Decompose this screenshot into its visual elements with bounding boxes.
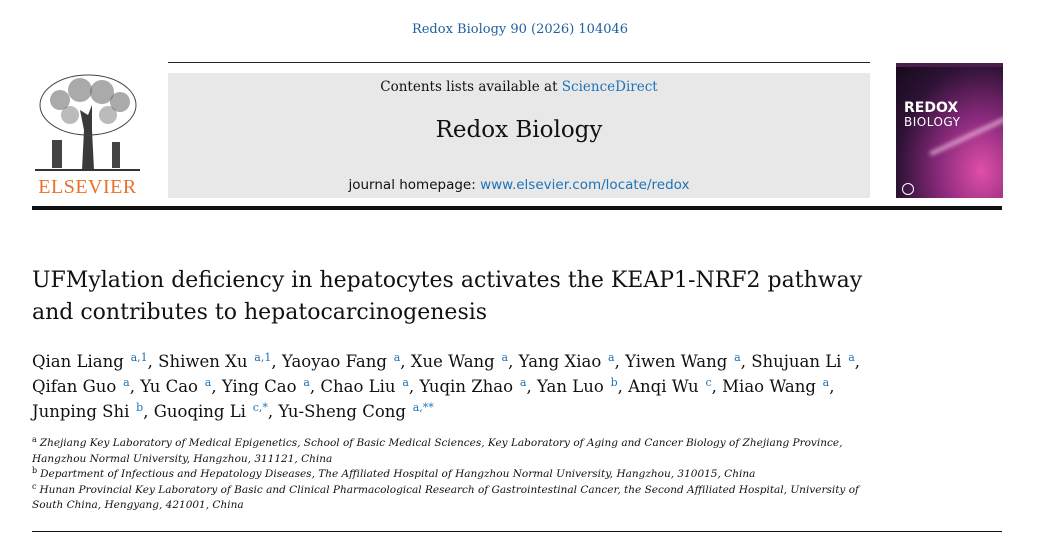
affiliation-item: [32, 483, 882, 514]
author-name[interactable]: [32, 377, 135, 396]
author-name[interactable]: [419, 377, 531, 396]
author-name[interactable]: [320, 377, 414, 396]
author-name[interactable]: [751, 352, 860, 371]
author-name[interactable]: [537, 377, 623, 396]
author-affiliation-marker[interactable]: a: [730, 351, 741, 364]
contents-prefix: Contents lists available at: [380, 79, 562, 95]
cover-publisher-icon: [902, 183, 914, 195]
author-name-text[interactable]: Yuqin Zhao: [419, 377, 514, 396]
journal-homepage-link[interactable]: www.elsevier.com/locate/redox: [480, 177, 690, 193]
journal-cover-image[interactable]: [896, 63, 1003, 198]
author-affiliation-marker[interactable]: a: [604, 351, 615, 364]
author-affiliation-marker[interactable]: a: [390, 351, 401, 364]
author-name-text[interactable]: Yan Luo: [536, 377, 604, 396]
author-affiliation-marker[interactable]: a: [819, 376, 830, 389]
author-affiliation-marker[interactable]: a: [516, 376, 527, 389]
author-name-text[interactable]: Yu-Sheng Cong: [278, 402, 406, 421]
author-separator: ,: [614, 352, 620, 371]
cover-title-line1: REDOX: [904, 100, 959, 116]
author-affiliation-marker[interactable]: a: [119, 376, 130, 389]
affiliation-label: c: [32, 481, 37, 491]
author-name-text[interactable]: Xue Wang: [410, 352, 495, 371]
journal-citation[interactable]: Redox Biology 90 (2026) 104046: [411, 22, 629, 37]
journal-header: [168, 73, 870, 198]
author-name-text[interactable]: Miao Wang: [722, 377, 816, 396]
author-separator: ,: [267, 402, 274, 421]
author-separator: ,: [147, 352, 153, 371]
author-name-text[interactable]: Qian Liang: [32, 352, 124, 371]
author-affiliation-marker[interactable]: a,**: [409, 401, 434, 414]
author-affiliation-marker[interactable]: a,1: [250, 351, 272, 364]
author-name[interactable]: [282, 352, 406, 371]
author-name[interactable]: [625, 352, 746, 371]
author-name-text[interactable]: Yang Xiao: [518, 352, 602, 371]
author-separator: ,: [309, 377, 316, 396]
author-name[interactable]: [411, 352, 514, 371]
author-name-text[interactable]: Guoqing Li: [153, 402, 246, 421]
author-affiliation-marker[interactable]: b: [607, 376, 618, 389]
author-affiliation-marker[interactable]: b: [132, 401, 144, 414]
author-name-text[interactable]: Chao Liu: [320, 377, 396, 396]
author-affiliation-marker[interactable]: a: [201, 376, 212, 389]
author-name[interactable]: [140, 377, 216, 396]
cover-topbar: [896, 63, 1003, 67]
author-name-text[interactable]: Shujuan Li: [751, 352, 842, 371]
author-affiliation-marker[interactable]: a: [844, 351, 855, 364]
author-affiliation-marker[interactable]: a: [398, 376, 409, 389]
author-affiliation-marker[interactable]: c,*: [249, 401, 268, 414]
author-separator: ,: [508, 352, 514, 371]
section-divider: [32, 531, 1002, 532]
affiliation-item: [32, 467, 882, 483]
author-list: [32, 349, 912, 424]
author-separator: ,: [408, 377, 415, 396]
author-name[interactable]: [519, 352, 620, 371]
author-name[interactable]: [278, 402, 433, 421]
article-title: [32, 265, 912, 329]
affiliation-text: Hunan Provincial Key Laboratory of Basic and Clinical Pharmacological Research of Gastrointestinal Cancer, the Second Affiliated Hospital, University of South China, Hengyang, 421001, China: [32, 483, 859, 511]
author-name-text[interactable]: Anqi Wu: [628, 377, 699, 396]
affiliation-text: Zhejiang Key Laboratory of Medical Epigenetics, School of Basic Medical Sciences, Key Laboratory of Aging and Cancer Biology of Zhejiang Province, Hangzhou Normal University, Hangzhou, 311121, China: [32, 437, 843, 465]
author-name[interactable]: [154, 402, 273, 421]
affiliation-text: Department of Infectious and Hepatology Diseases, The Affiliated Hospital of Hangzhou Normal University, Hangzhou, 310015, China: [40, 468, 756, 480]
journal-title[interactable]: Redox Biology: [435, 117, 603, 143]
author-name[interactable]: [158, 352, 276, 371]
article-title-line2: and contributes to hepatocarcinogenesis: [32, 300, 488, 325]
author-affiliation-marker[interactable]: c: [701, 376, 712, 389]
author-separator: ,: [617, 377, 623, 396]
author-name-text[interactable]: Qifan Guo: [32, 377, 117, 396]
author-affiliation-marker[interactable]: a,1: [127, 351, 148, 364]
affiliation-label: a: [32, 435, 37, 444]
author-name[interactable]: [222, 377, 315, 396]
author-separator: ,: [740, 352, 746, 371]
author-name-text[interactable]: Yu Cao: [140, 377, 198, 396]
sciencedirect-link[interactable]: ScienceDirect: [561, 79, 658, 95]
author-separator: ,: [143, 402, 149, 421]
author-name[interactable]: [32, 352, 153, 371]
author-name[interactable]: [32, 402, 148, 421]
cover-title-line2: BIOLOGY: [904, 115, 961, 129]
author-affiliation-marker[interactable]: a: [299, 376, 310, 389]
author-name-text[interactable]: Yiwen Wang: [625, 352, 728, 371]
publisher-name: ELSEVIER: [38, 176, 137, 198]
contents-line: [168, 79, 870, 95]
author-name-text[interactable]: Yaoyao Fang: [281, 352, 387, 371]
author-separator: ,: [211, 377, 217, 396]
author-affiliation-marker[interactable]: a: [498, 351, 509, 364]
homepage-line: [168, 177, 870, 193]
author-name[interactable]: [722, 377, 834, 396]
affiliation-item: [32, 436, 882, 467]
affiliation-label: b: [32, 466, 38, 475]
homepage-prefix: journal homepage:: [348, 177, 481, 193]
author-separator: ,: [829, 377, 835, 396]
author-separator: ,: [271, 352, 277, 371]
article-title-line1: UFMylation deficiency in hepatocytes activates the KEAP1-NRF2 pathway: [32, 268, 863, 293]
author-name-text[interactable]: Ying Cao: [221, 377, 297, 396]
affiliation-list: [32, 436, 882, 514]
author-separator: ,: [854, 352, 861, 371]
author-separator: ,: [711, 377, 717, 396]
author-name-text[interactable]: Junping Shi: [32, 402, 130, 421]
author-separator: ,: [400, 352, 406, 371]
header-divider: [32, 206, 1002, 210]
author-separator: ,: [526, 377, 532, 396]
header-top-rule: [168, 62, 870, 63]
author-name-text[interactable]: Shiwen Xu: [158, 352, 248, 371]
author-name[interactable]: [628, 377, 717, 396]
author-separator: ,: [129, 377, 135, 396]
